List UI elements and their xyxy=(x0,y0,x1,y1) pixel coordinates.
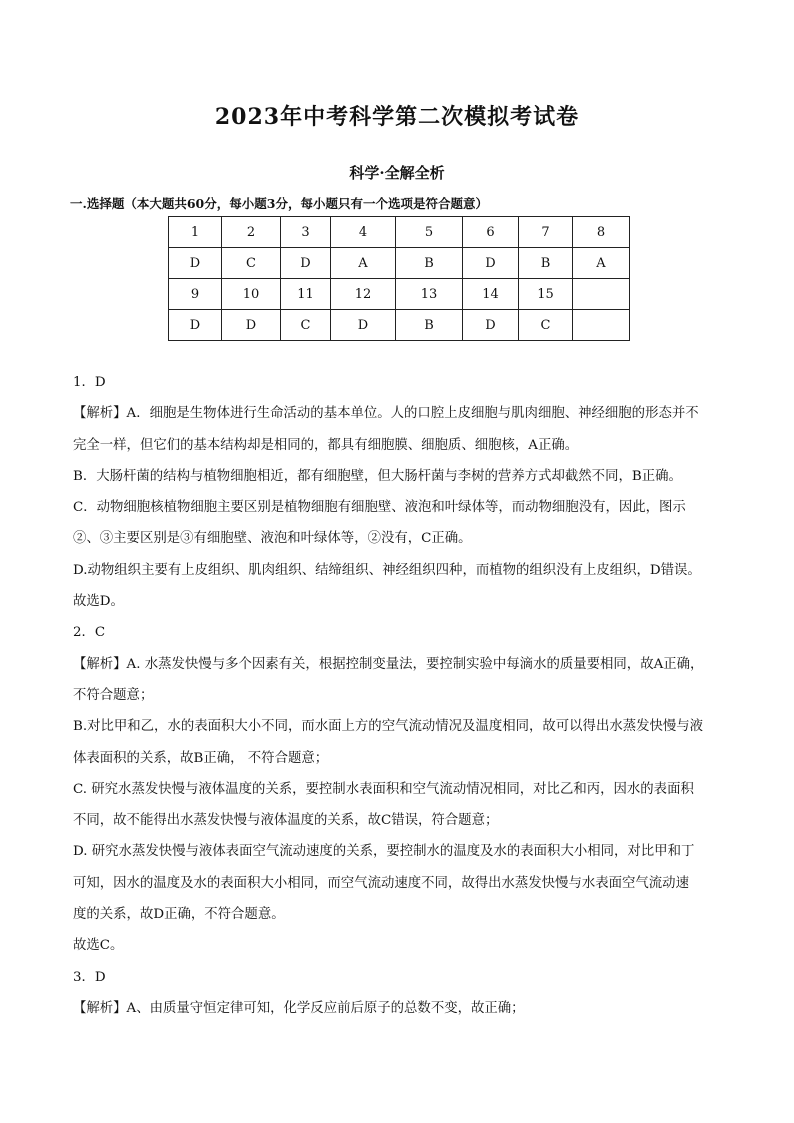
table-cell xyxy=(573,310,630,341)
text-line: 度的关系，故D正确，不符合题意。 xyxy=(73,907,285,923)
text-line: D. 研究水蒸发快慢与液体表面空气流动速度的关系，要控制水的温度及水的表面积大小相同，对比甲和丁 xyxy=(73,844,695,860)
table-cell: 9 xyxy=(169,279,222,310)
table-cell: D xyxy=(169,310,222,341)
text-line: 故选C。 xyxy=(73,938,124,954)
table-cell: D xyxy=(222,310,281,341)
text-line: 【解析】A. 水蒸发快慢与多个因素有关，根据控制变量法，要控制实验中每滴水的质量要相同，故A正确， xyxy=(73,656,704,672)
text-line: ②、③主要区别是③有细胞壁、液泡和叶绿体等，②没有，C正确。 xyxy=(73,531,472,547)
table-cell: 10 xyxy=(222,279,281,310)
text-line: C．动物细胞核植物细胞主要区别是植物细胞有细胞壁、液泡和叶绿体等，而动物细胞没有，因此，图示 xyxy=(73,500,686,516)
table-cell: D xyxy=(463,310,519,341)
table-cell: B xyxy=(519,248,573,279)
page-subtitle: 科学·全解全析 xyxy=(349,164,445,182)
page-title: 2023年中考科学第二次模拟考试卷 xyxy=(214,104,580,130)
table-cell: 14 xyxy=(463,279,519,310)
table-cell: D xyxy=(169,248,222,279)
table-cell: A xyxy=(331,248,396,279)
table-cell xyxy=(573,279,630,310)
text-line: D.动物组织主要有上皮组织、肌肉组织、结缔组织、神经组织四种，而植物的组织没有上皮组织，D错误。 xyxy=(73,562,701,578)
text-line: 不同，故不能得出水蒸发快慢与液体温度的关系，故C错误，符合题意； xyxy=(73,813,499,829)
table-cell: D xyxy=(331,310,396,341)
table-cell: 6 xyxy=(463,217,519,248)
section-heading: 一.选择题（本大题共60分，每小题3分，每小题只有一个选项是符合题意） xyxy=(70,196,488,211)
table-cell: 1 xyxy=(169,217,222,248)
text-line: 体表面积的关系，故B正确， 不符合题意； xyxy=(73,750,329,766)
text-line: 故选D。 xyxy=(73,594,124,610)
table-cell: D xyxy=(463,248,519,279)
table-row xyxy=(169,279,630,310)
table-cell: A xyxy=(573,248,630,279)
table-cell: 13 xyxy=(396,279,463,310)
text-line: 不符合题意； xyxy=(73,687,154,703)
text-line: 【解析】A、由质量守恒定律可知，化学反应前后原子的总数不变，故正确； xyxy=(73,1000,525,1016)
text-line: C. 研究水蒸发快慢与液体温度的关系，要控制水表面积和空气流动情况相同，对比乙和丙，因水的表面积 xyxy=(73,781,694,797)
table-cell: 15 xyxy=(519,279,573,310)
answer-table xyxy=(168,216,630,341)
table-cell: C xyxy=(281,310,331,341)
text-line: B．大肠杆菌的结构与植物细胞相近，都有细胞壁，但大肠杆菌与李树的营养方式却截然不同，B正确。 xyxy=(73,468,682,484)
table-cell: 12 xyxy=(331,279,396,310)
table-cell: C xyxy=(222,248,281,279)
solution-body xyxy=(73,367,727,1024)
table-cell: 4 xyxy=(331,217,396,248)
table-cell: 3 xyxy=(281,217,331,248)
table-cell: 8 xyxy=(573,217,630,248)
table-row xyxy=(169,248,630,279)
table-cell: D xyxy=(281,248,331,279)
table-cell: 7 xyxy=(519,217,573,248)
text-line: B.对比甲和乙，水的表面积大小不同，而水面上方的空气流动情况及温度相同，故可以得出水蒸发快慢与液 xyxy=(73,719,704,735)
table-cell: C xyxy=(519,310,573,341)
text-line: 完全一样，但它们的基本结构却是相同的，都具有细胞膜、细胞质、细胞核，A正确。 xyxy=(73,437,579,453)
table-cell: B xyxy=(396,310,463,341)
table-cell: 5 xyxy=(396,217,463,248)
table-cell: 11 xyxy=(281,279,331,310)
q1-heading: 1．D xyxy=(73,375,106,390)
q2-heading: 2．C xyxy=(73,625,106,641)
text-line: 可知，因水的温度及水的表面积大小相同，而空气流动速度不同，故得出水蒸发快慢与水表面空气流动速 xyxy=(73,875,689,891)
text-line: 【解析】A．细胞是生物体进行生命活动的基本单位。人的口腔上皮细胞与肌肉细胞、神经细胞的形态并不 xyxy=(73,406,699,422)
table-row xyxy=(169,217,630,248)
table-cell: B xyxy=(396,248,463,279)
q3-heading: 3．D xyxy=(73,969,106,985)
table-cell: 2 xyxy=(222,217,281,248)
table-row xyxy=(169,310,630,341)
